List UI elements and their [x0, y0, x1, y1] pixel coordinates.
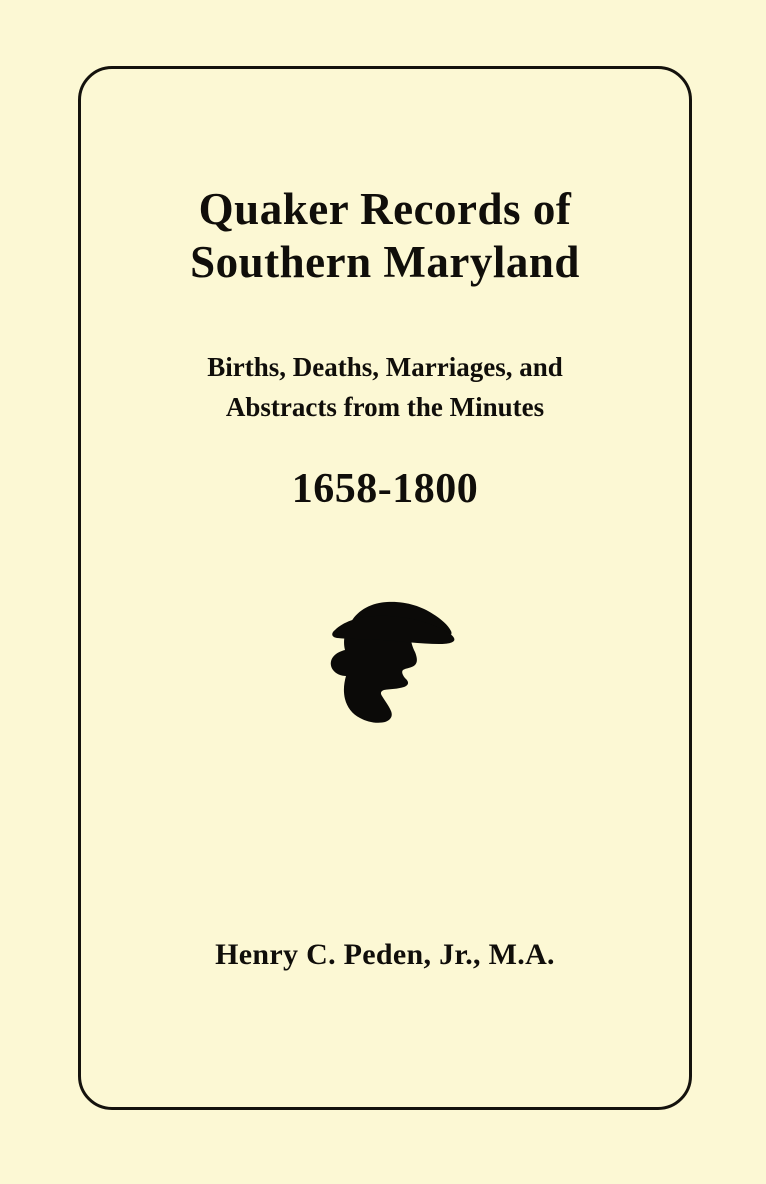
page-title: [78, 183, 692, 289]
subtitle: [78, 347, 692, 427]
date-range: 1658-1800: [291, 466, 479, 512]
title-line-1: Quaker Records of: [198, 184, 572, 234]
quaker-man-silhouette-icon: [305, 584, 465, 734]
title-line-2: Southern Maryland: [190, 237, 580, 287]
author-name: Henry C. Peden, Jr., M.A.: [215, 938, 555, 971]
subtitle-line-1: Births, Deaths, Marriages, and: [207, 352, 563, 382]
subtitle-line-2: Abstracts from the Minutes: [225, 392, 545, 422]
cover-content: [78, 66, 692, 1110]
illustration-container: [78, 584, 692, 739]
